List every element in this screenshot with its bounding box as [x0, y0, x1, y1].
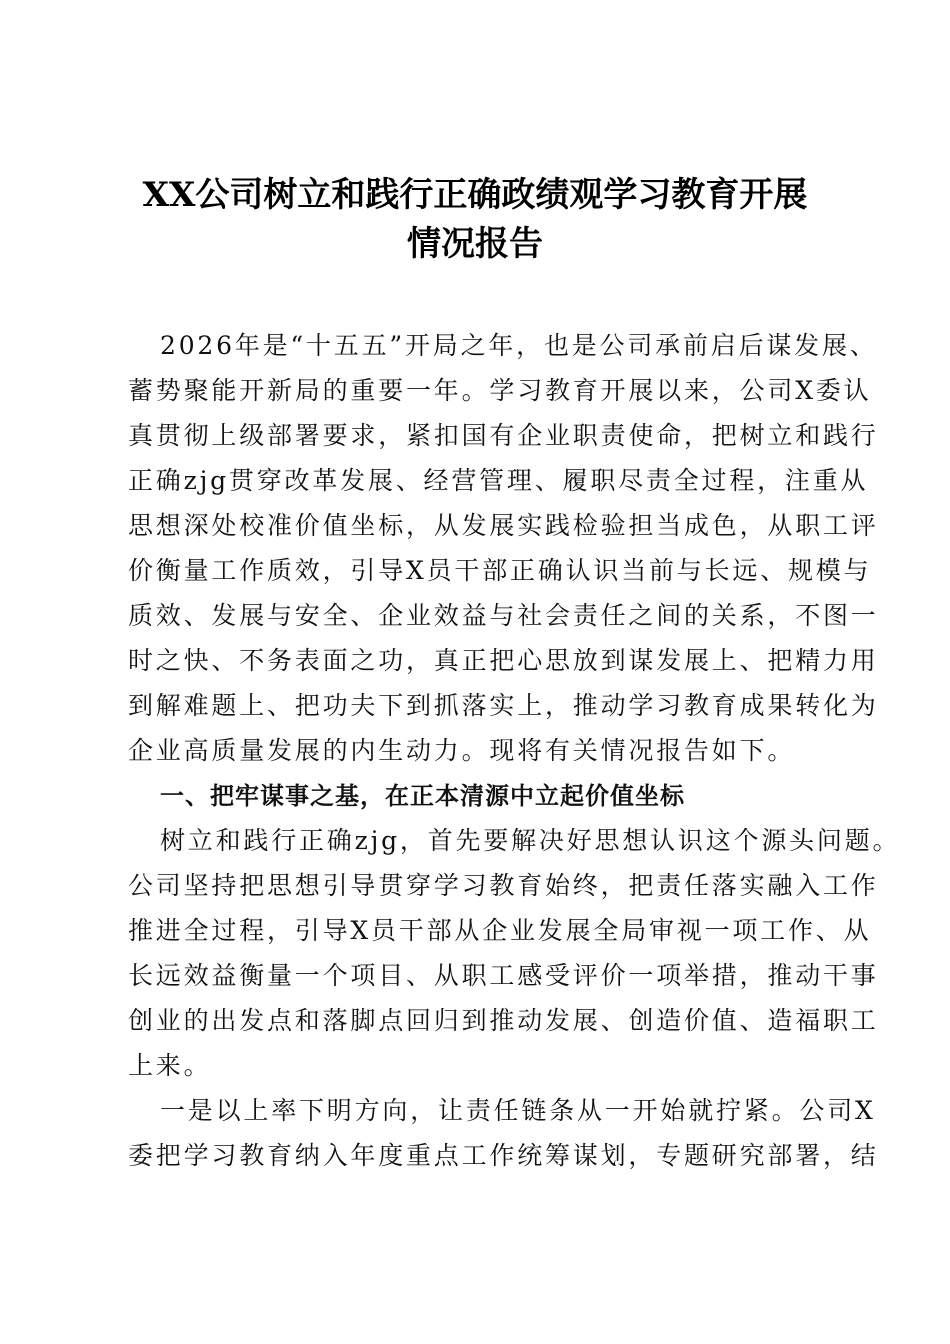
- paragraph-line: 质效、发展与安全、企业效益与社会责任之间的关系，不图一: [128, 601, 879, 630]
- paragraph-line: 2026年是“十五五”开局之年，也是公司承前启后谋发展、: [160, 331, 878, 360]
- paragraph-line: 真贯彻上级部署要求，紧扣国有企业职责使命，把树立和践行: [128, 421, 879, 450]
- paragraph-line: 一是以上率下明方向，让责任链条从一开始就拧紧。公司X: [160, 1096, 876, 1125]
- paragraph-line: 树立和践行正确zjg，首先要解决好思想认识这个源头问题。: [160, 826, 901, 855]
- paragraph-line: 委把学习教育纳入年度重点工作统筹谋划，专题研究部署，结: [128, 1141, 879, 1170]
- section-heading: 一、把牢谋事之基，在正本清源中立起价值坐标: [160, 782, 685, 810]
- paragraph-line: 到解难题上、把功夫下到抓落实上，推动学习教育成果转化为: [128, 691, 879, 720]
- paragraph-line: 创业的出发点和落脚点回归到推动发展、创造价值、造福职工: [128, 1006, 879, 1035]
- paragraph-line: 上来。: [128, 1051, 212, 1080]
- paragraph-line: 公司坚持把思想引导贯穿学习教育始终，把责任落实融入工作: [128, 871, 879, 900]
- paragraph-line: 时之快、不务表面之功，真正把心思放到谋发展上、把精力用: [128, 646, 879, 675]
- paragraph-line: 长远效益衡量一个项目、从职工感受评价一项举措，推动干事: [128, 961, 879, 990]
- paragraph-line: 蓄势聚能开新局的重要一年。学习教育开展以来，公司X委认: [128, 376, 872, 405]
- paragraph-line: 思想深处校准价值坐标，从发展实践检验担当成色，从职工评: [128, 511, 879, 540]
- document-title-continued: 情况报告: [407, 224, 543, 264]
- paragraph-line: 推进全过程，引导X员干部从企业发展全局审视一项工作、从: [128, 916, 872, 945]
- paragraph-line: 企业高质量发展的内生动力。现将有关情况报告如下。: [128, 736, 796, 765]
- paragraph-line: 价衡量工作质效，引导X员干部正确认识当前与长远、规模与: [128, 556, 872, 585]
- paragraph-line: 正确zjg贯穿改革发展、经营管理、履职尽责全过程，注重从: [128, 466, 869, 495]
- document-title: XX公司树立和践行正确政绩观学习教育开展: [142, 175, 808, 215]
